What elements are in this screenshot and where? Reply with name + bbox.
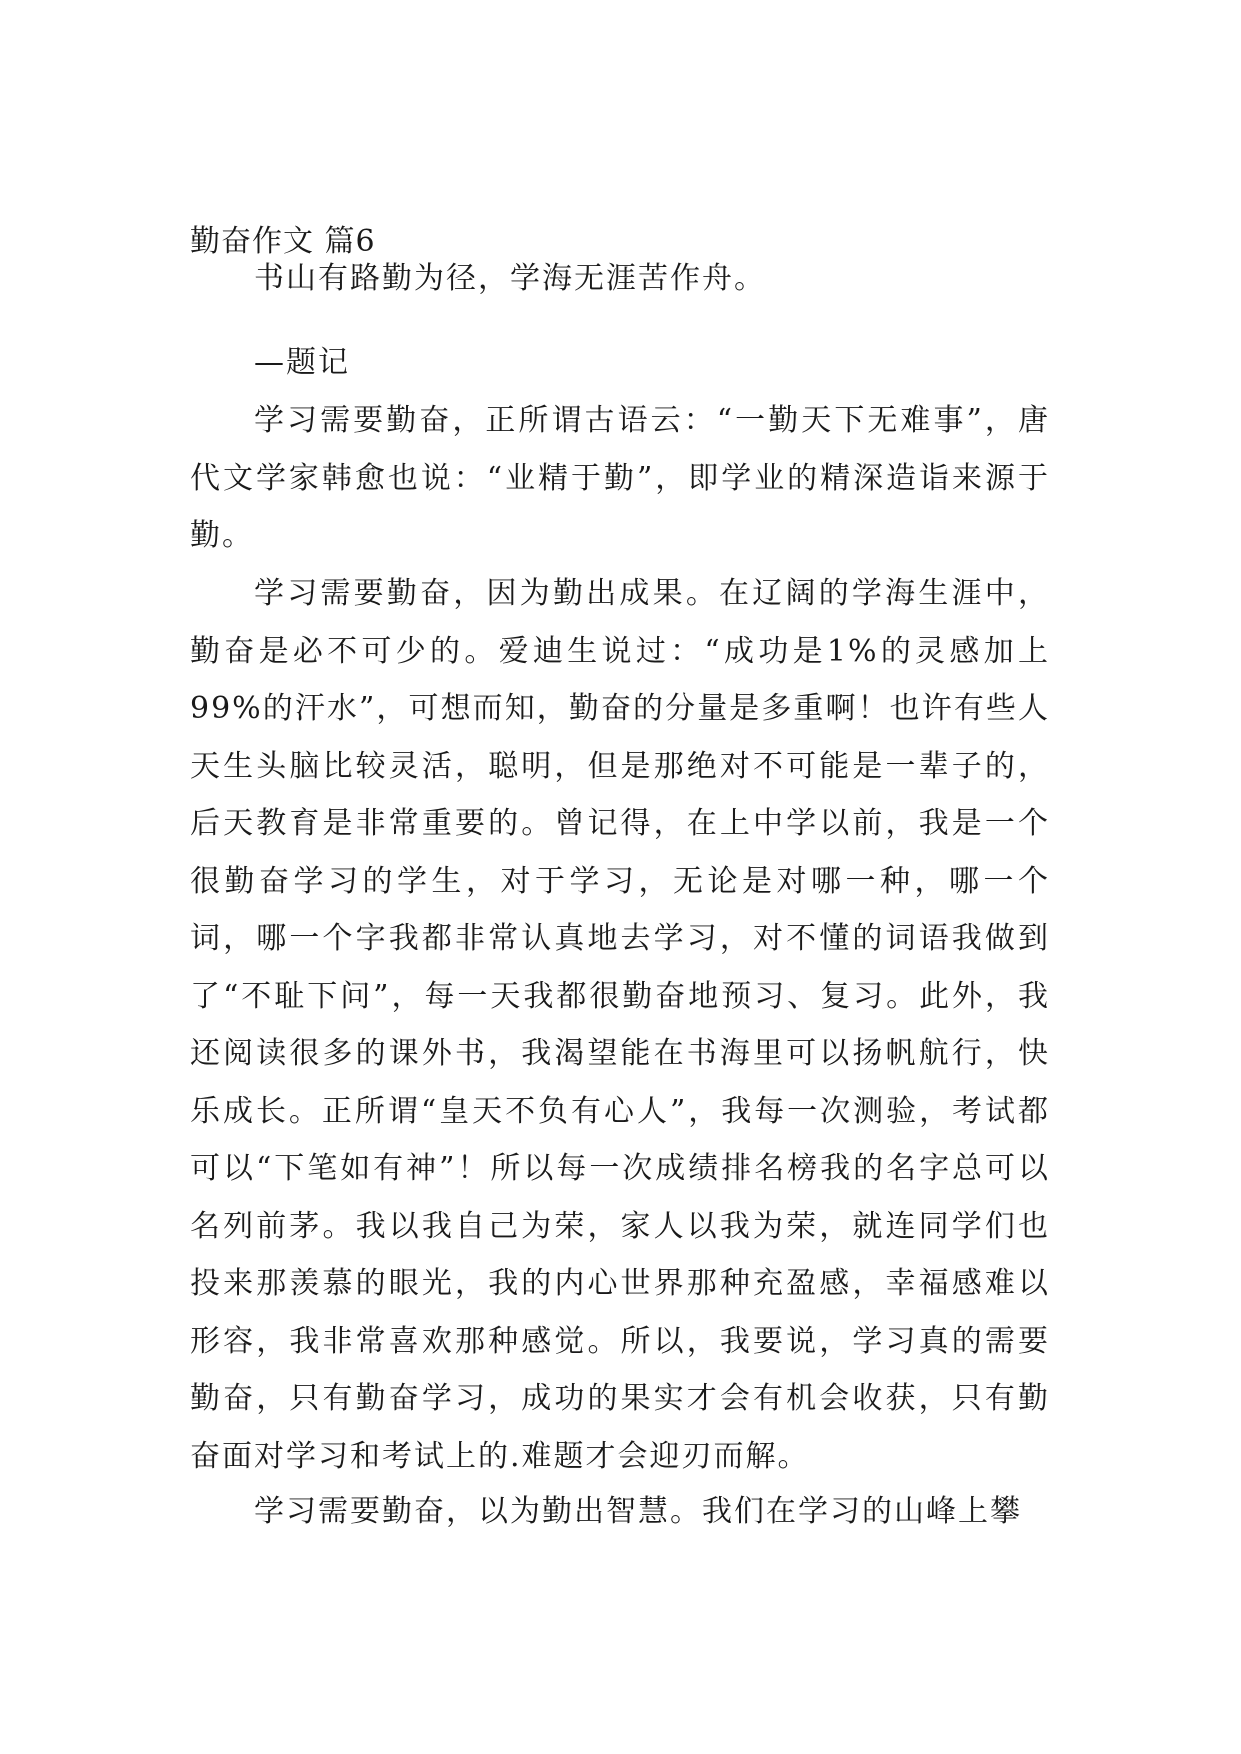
- motto-line: 书山有路勤为径，学海无涯苦作舟。: [254, 261, 766, 296]
- motto-source: —题记: [254, 345, 350, 380]
- essay-title: 勤奋作文 篇6: [190, 224, 376, 259]
- paragraph-2: 学习需要勤奋，因为勤出成果。在辽阔的学海生涯中，勤奋是必不可少的。爱迪生说过：“成功是1%的灵感加上99%的汗水”，可想而知，勤奋的分量是多重啊！也许有些人天生头脑比较灵活，聪明，但是那绝对不可能是一辈子的，后天教育是非常重要的。曾记得，在上中学以前，我是一个很勤奋学习的学生，对于学习，无论是对哪一种，哪一个词，哪一个字我都非常认真地去学习，对不懂的词语我做到了“不耻下问”，每一天我都很勤奋地预习、复习。此外，我还阅读很多的课外书，我渴望能在书海里可以扬帆航行，快乐成长。正所谓“皇天不负有心人”，我每一次测验，考试都可以“下笔如有神”！所以每一次成绩排名榜我的名字总可以名列前茅。我以我自己为荣，家人以我为荣，就连同学们也投来那羡慕的眼光，我的内心世界那种充盈感，幸福感难以形容，我非常喜欢那种感觉。所以，我要说，学习真的需要勤奋，只有勤奋学习，成功的果实才会有机会收获，只有勤奋面对学习和考试上的.难题才会迎刃而解。: [190, 576, 1050, 1474]
- paragraph-3: 学习需要勤奋，以为勤出智慧。我们在学习的山峰上攀: [254, 1494, 1022, 1529]
- paragraph-1: 学习需要勤奋，正所谓古语云：“一勤天下无难事”，唐代文学家韩愈也说：“业精于勤”，即学业的精深造诣来源于勤。: [190, 403, 1050, 553]
